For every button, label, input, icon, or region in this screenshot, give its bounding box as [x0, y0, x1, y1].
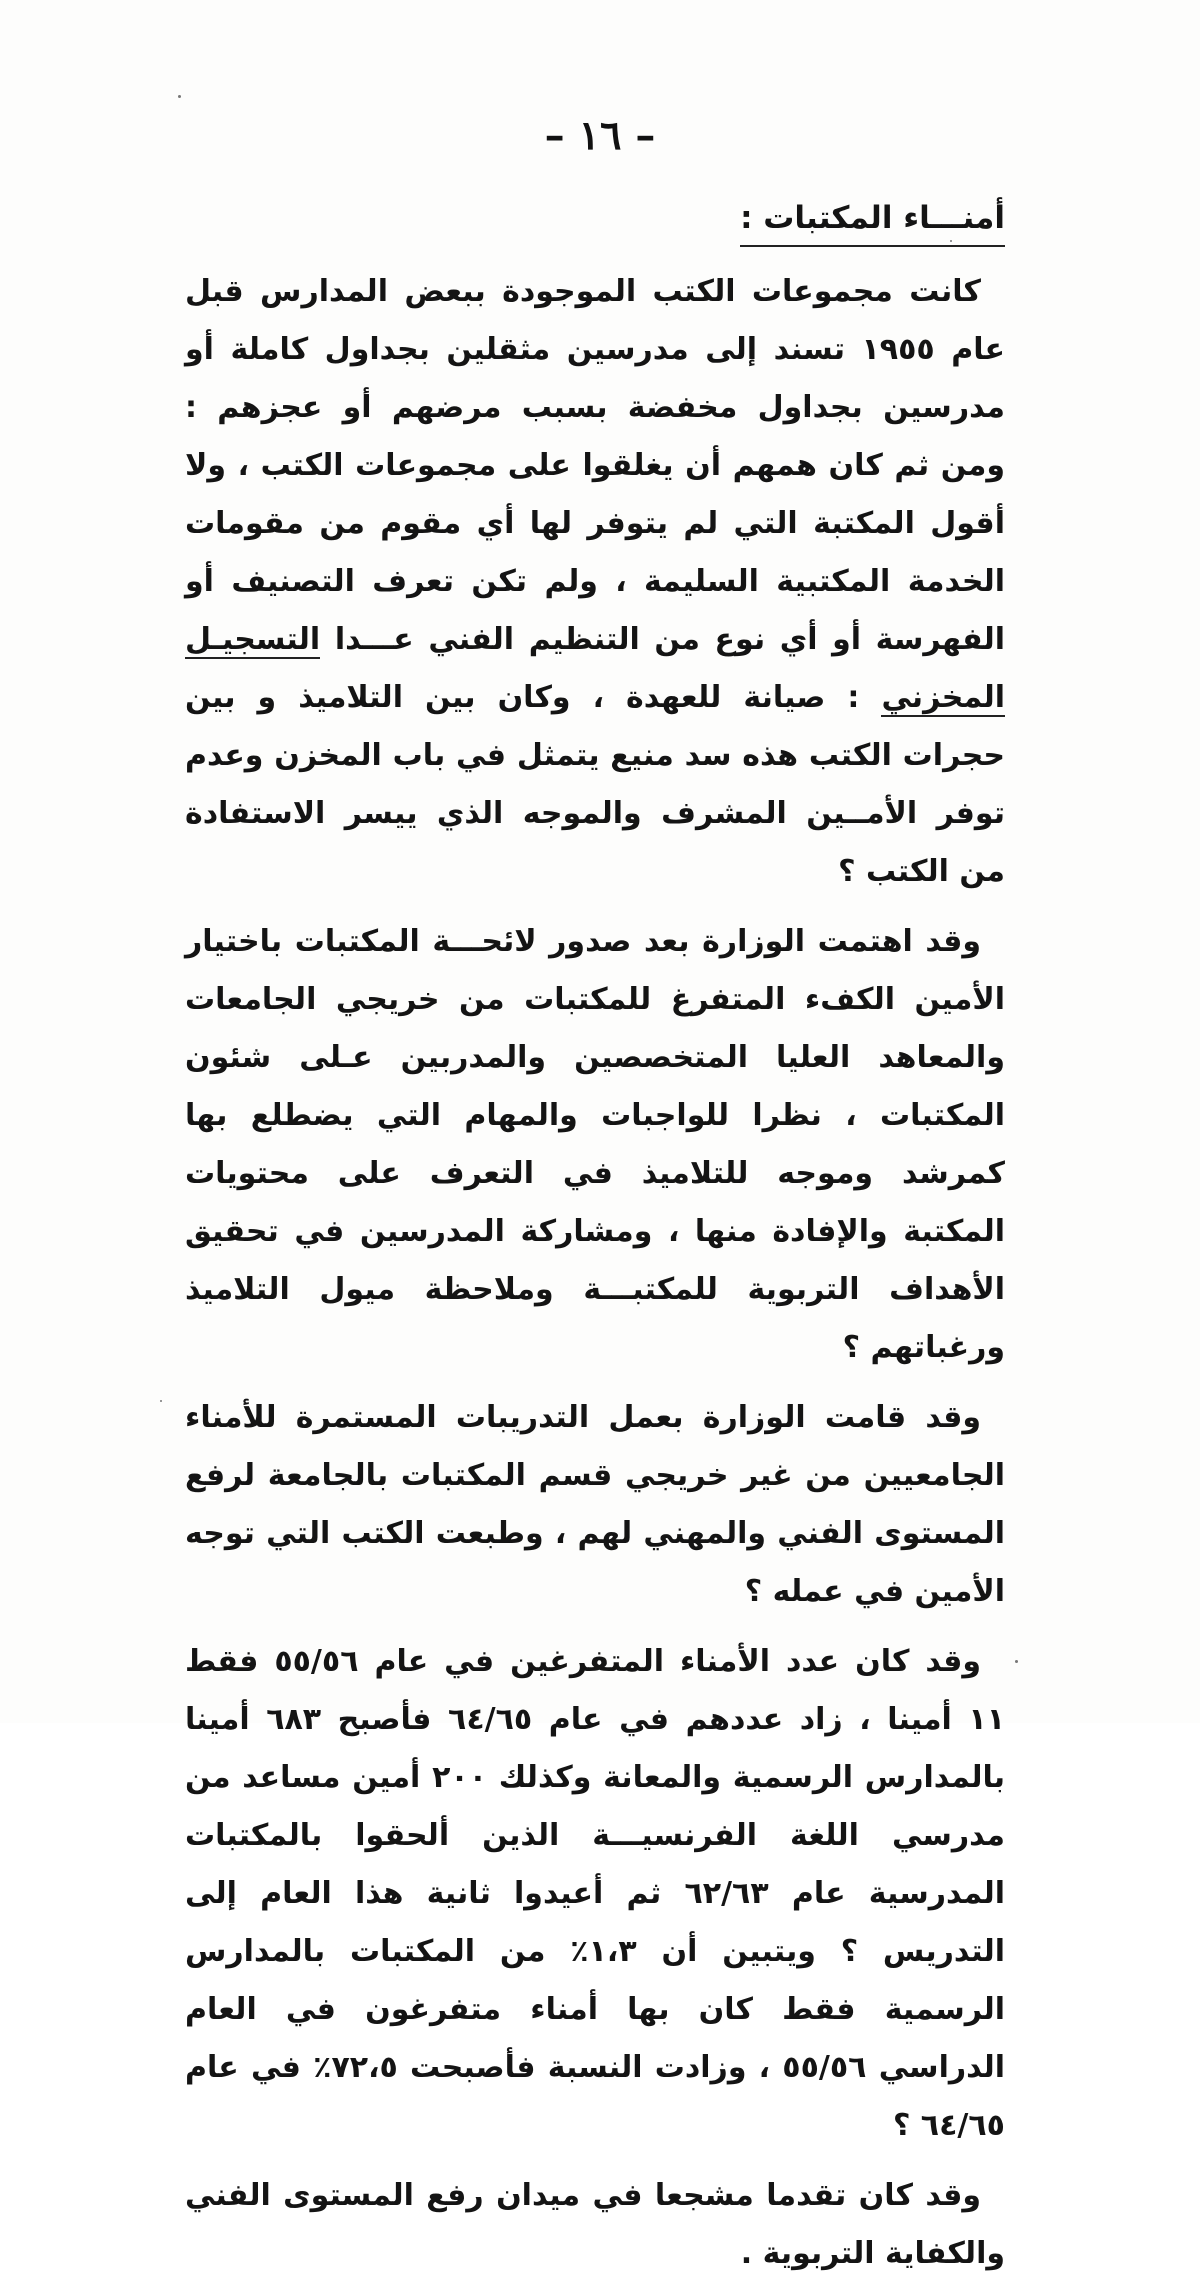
scan-speck — [950, 240, 952, 242]
body-text — [185, 190, 1005, 2295]
paragraph-1-text-before: كانت مجموعات الكتب الموجودة ببعض المدارس قبل عام ١٩٥٥ تسند إلى مدرسين مثقلين بجداول كاملة أو مدرسين بجداول مخفضة بسبب مرضهم أو عجزهم : ومن ثم كان همهم أن يغلقوا على مجموعات الكتب ، ولا أقول المكتبة التي لم يتوفر لها أي مقوم من مقومات الخدمة المكتبية السليمة ، ولم تكن تعرف التصنيف أو الفهرسة أو أي نوع من التنظيم الفني عـــدا — [185, 274, 1005, 657]
paragraph-1-text-after: : صيانة للعهدة ، وكان بين التلاميذ و بين حجرات الكتب هذه سد منيع يتمثل في باب المخزن وعدم توفر الأمــين المشرف والموجه الذي ييسر الاستفادة من الكتب ؟ — [185, 680, 1005, 889]
scan-speck — [160, 1400, 162, 1402]
paragraph-3: وقد قامت الوزارة بعمل التدريبات المستمرة للأمناء الجامعيين من غير خريجي قسم المكتبات بالجامعة لرفع المستوى الفني والمهني لهم ، وطبعت الكتب التي توجه الأمين في عمله ؟ — [185, 1400, 1005, 1609]
page-number: – ١٦ – — [544, 112, 656, 159]
scan-speck — [1015, 1660, 1018, 1663]
paragraph-4: وقد كان عدد الأمناء المتفرغين في عام ٥٥/٥٦ فقط ١١ أمينا ، زاد عددهم في عام ٦٤/٦٥ فأصبح ٦٨٣ أمينا بالمدارس الرسمية والمعانة وكذلك ٢٠٠ أمين مساعد من مدرسي اللغة الفرنسيـــة الذين ألحقوا بالمكتبات المدرسية عام ٦٢/٦٣ ثم أعيدوا ثانية هذا العام إلى التدريس ؟ ويتبين أن ١،٣٪ من المكتبات بالمدارس الرسمية فقط كان بها أمناء متفرغون في العام الدراسي ٥٥/٥٦ ، وزادت النسبة فأصبحت ٧٢،٥٪ في عام ٦٤/٦٥ ؟ — [185, 1644, 1006, 2143]
paragraph-2: وقد اهتمت الوزارة بعد صدور لائحـــة المكتبات باختيار الأمين الكفء المتفرغ للمكتبات من خريجي الجامعات والمعاهد العليا المتخصصين والمدربين عـلى شئون المكتبات ، نظرا للواجبات والمهام التي يضطلع بها كمرشد وموجه للتلاميذ في التعرف على محتويات المكتبة والإفادة منها ، ومشاركة المدرسين في تحقيق الأهداف التربوية للمكتبـــة وملاحظة ميول التلاميذ ورغباتهم ؟ — [185, 924, 1005, 1365]
paragraph-5: وقد كان تقدما مشجعا في ميدان رفع المستوى الفني والكفاية التربوية . — [185, 2178, 1005, 2271]
paragraph-1-underlined-term: التسجيـل المخزني — [185, 622, 1006, 715]
section-heading: أمنـــاء المكتبات : — [740, 193, 1005, 247]
paragraph-1 — [185, 263, 1005, 901]
section-heading-wrapper — [185, 190, 1005, 255]
scan-speck — [178, 95, 181, 98]
